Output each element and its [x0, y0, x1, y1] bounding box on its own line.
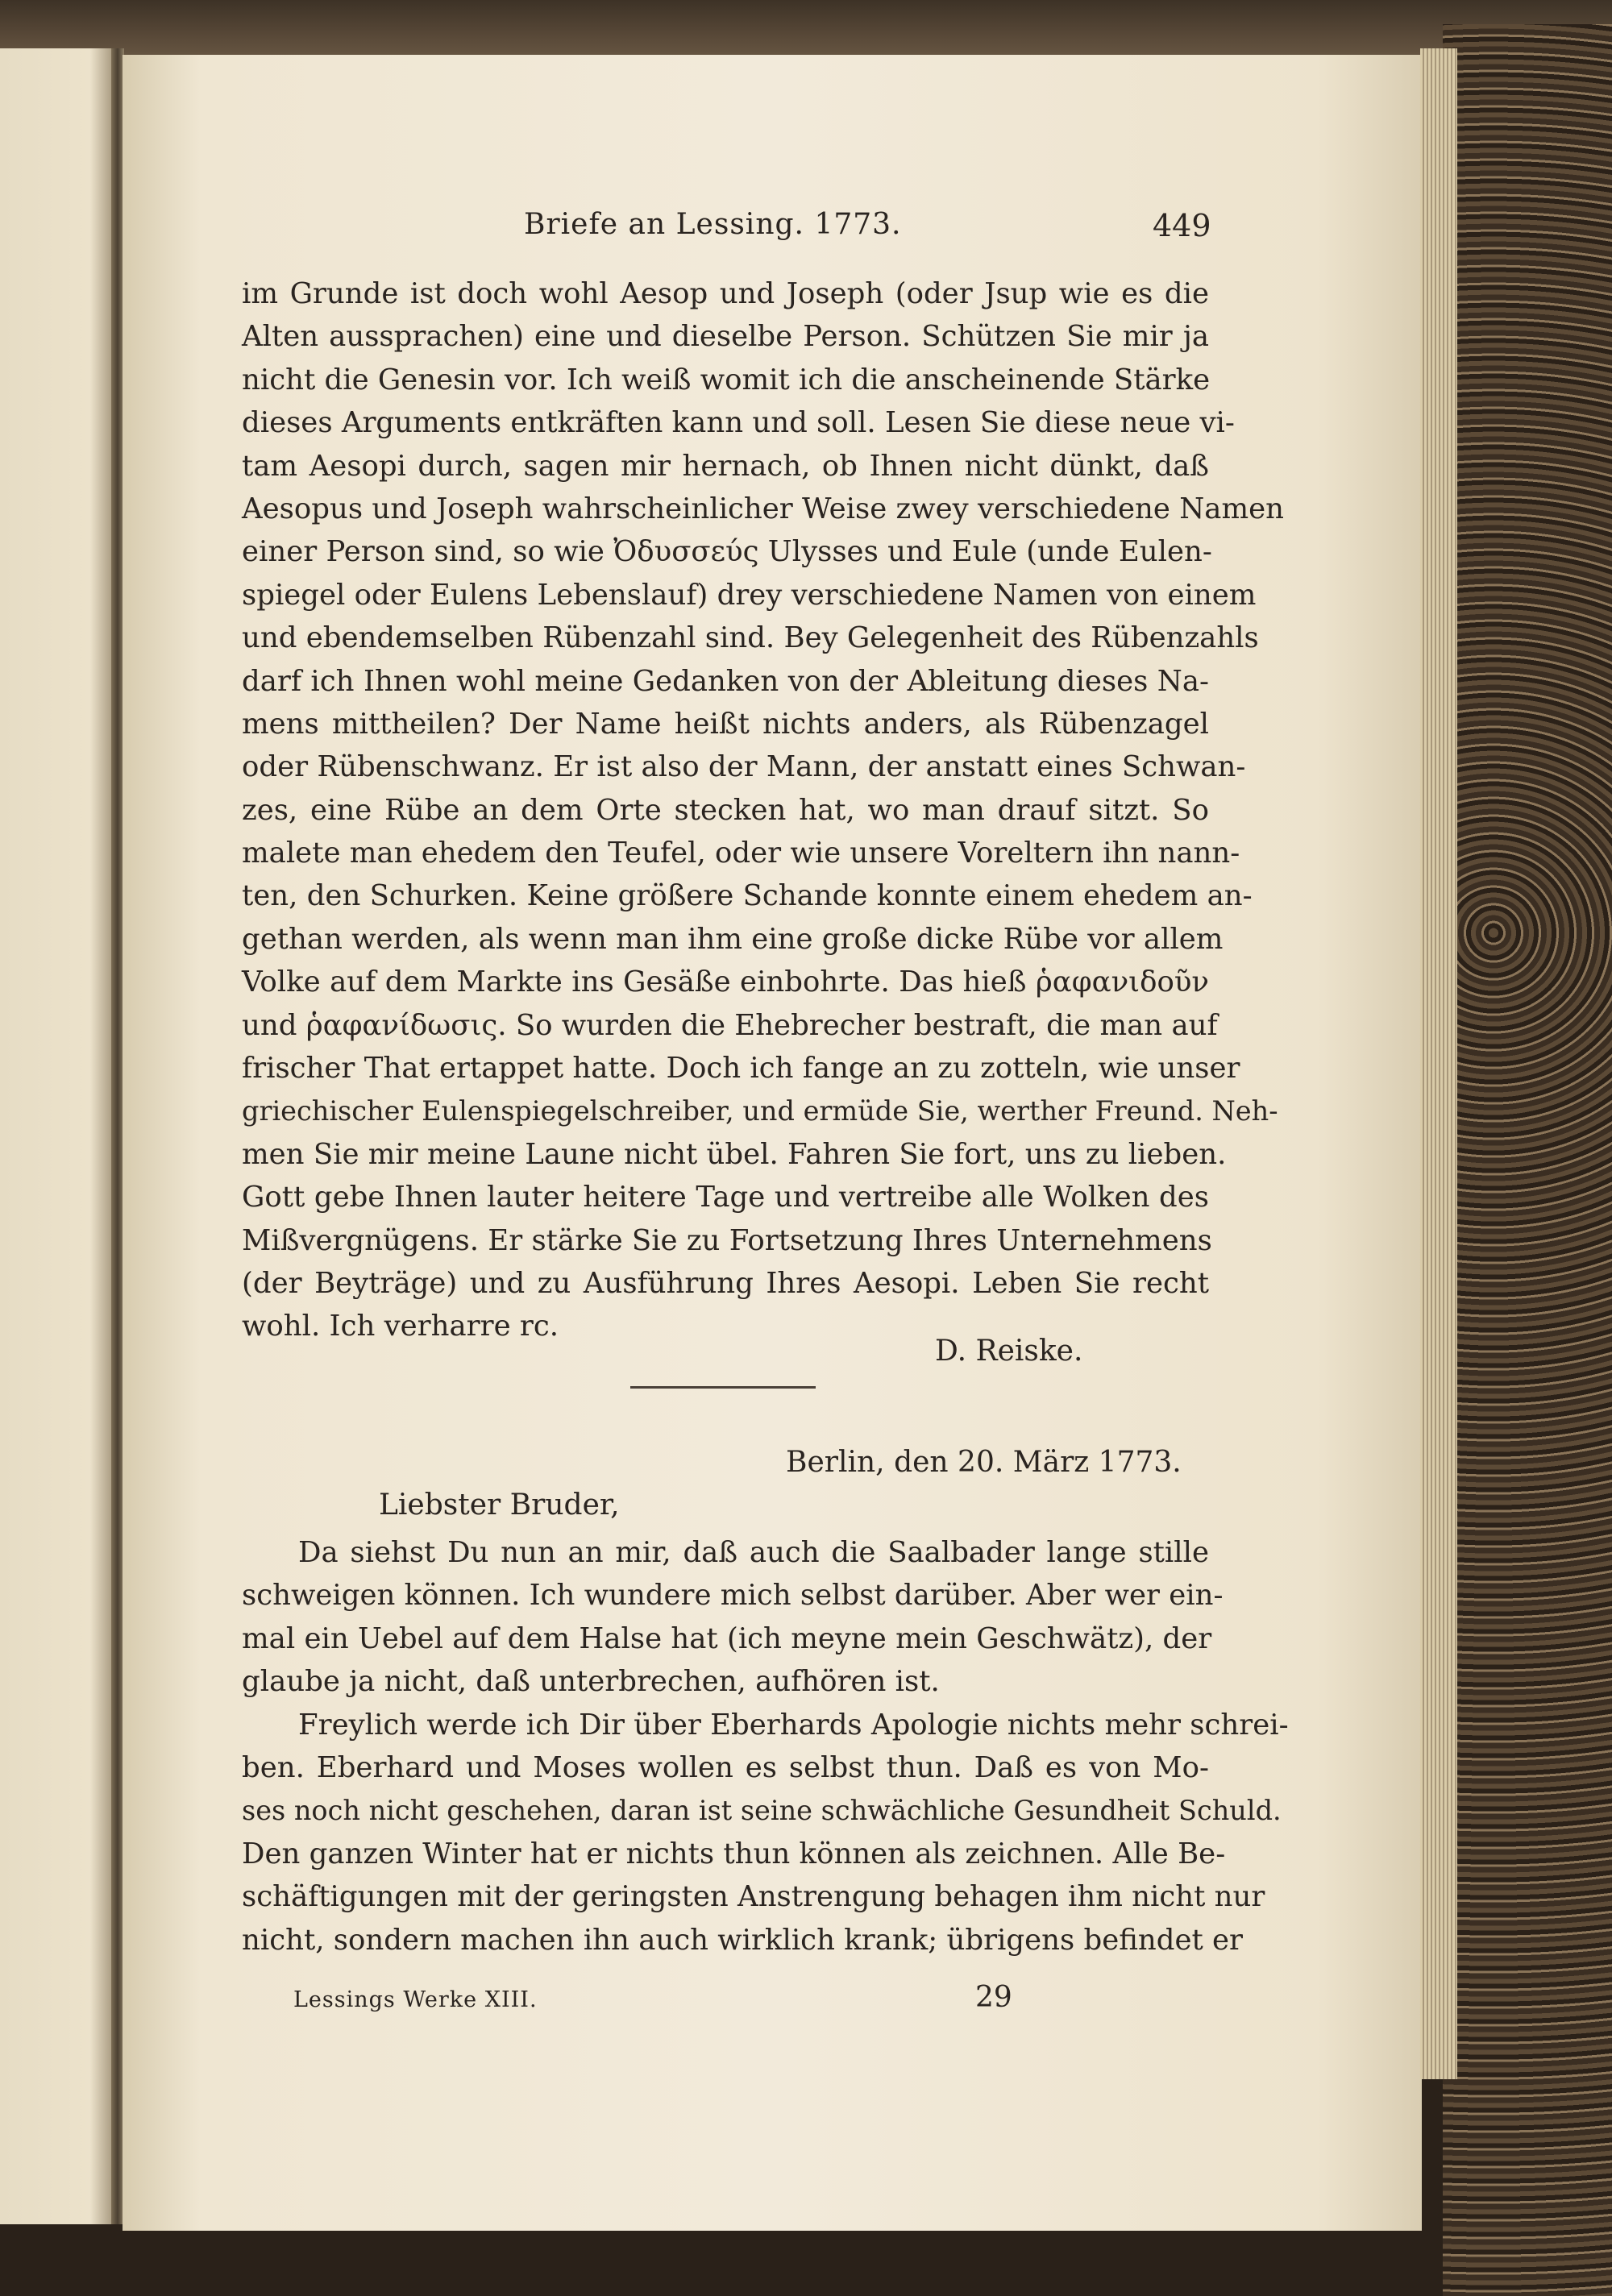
letter-body-lessing — [242, 1531, 1289, 1962]
page-stack-edge — [1420, 48, 1457, 2079]
page-number: 449 — [1153, 208, 1211, 243]
text-line: nicht, sondern machen ihn auch wirklich krank; übrigens befindet er — [242, 1923, 1244, 1957]
letter-body-reiske — [242, 272, 1284, 1348]
signature-reiske: D. Reiske. — [935, 1335, 1083, 1368]
text-line: im Grunde ist doch wohl Aesop und Joseph (oder Jsup wie es die — [242, 277, 1209, 310]
text-line: Freylich werde ich Dir über Eberhards Apologie nichts mehr schrei- — [298, 1708, 1289, 1742]
text-line: gethan werden, als wenn man ihm eine große dicke Rübe vor allem — [242, 922, 1224, 956]
text-line: malete man ehedem den Teufel, oder wie unsere Voreltern ihn nann- — [242, 837, 1240, 870]
left-page-edge — [0, 48, 113, 2224]
text-line: dieses Arguments entkräften kann und soll. Lesen Sie diese neue vi- — [242, 406, 1235, 440]
letter-salutation: Liebster Bruder, — [379, 1488, 620, 1522]
text-line: Den ganzen Winter hat er nichts thun können als zeichnen. Alle Be- — [242, 1837, 1226, 1870]
text-line: einer Person sind, so wie Ὀδυσσεύς Ulysses und Eule (unde Eulen- — [242, 535, 1212, 569]
text-line: spiegel oder Eulens Lebenslauf) drey verschiedene Namen von einem — [242, 578, 1257, 612]
text-line: Da siehst Du nun an mir, daß auch die Saalbader lange stille — [298, 1536, 1209, 1569]
text-line: tam Aesopi durch, sagen mir hernach, ob Ihnen nicht dünkt, daß — [242, 449, 1209, 483]
text-line: ten, den Schurken. Keine größere Schande konnte einem ehedem an- — [242, 879, 1253, 913]
text-line: men Sie mir meine Laune nicht übel. Fahren Sie fort, uns zu lieben. — [242, 1137, 1227, 1171]
text-line: und ῥαφανίδωσις. So wurden die Ehebrecher bestraft, die man auf — [242, 1008, 1218, 1042]
text-line: darf ich Ihnen wohl meine Gedanken von der Ableitung dieses Na- — [242, 664, 1209, 698]
text-line: Volke auf dem Markte ins Gesäße einbohrte. Das hieß ῥαφανιδοῦν — [242, 965, 1209, 999]
text-line: mal ein Uebel auf dem Halse hat (ich meyne mein Geschwätz), der — [242, 1621, 1212, 1655]
marbled-cover-edge — [1443, 24, 1612, 2296]
text-line: ben. Eberhard und Moses wollen es selbst thun. Daß es von Mo- — [242, 1750, 1209, 1784]
text-line: nicht die Genesin vor. Ich weiß womit ich die anscheinende Stärke — [242, 363, 1211, 397]
text-line: griechischer Eulenspiegelschreiber, und ermüde Sie, werther Freund. Neh- — [242, 1095, 1278, 1127]
text-line: und ebendemselben Rübenzahl sind. Bey Gelegenheit des Rübenzahls — [242, 621, 1259, 655]
text-line: (der Beyträge) und zu Ausführung Ihres Aesopi. Leben Sie recht — [242, 1266, 1209, 1300]
text-line: Alten aussprachen) eine und dieselbe Person. Schützen Sie mir ja — [242, 320, 1209, 354]
section-divider — [630, 1386, 816, 1389]
text-line: schäftigungen mit der geringsten Anstrengung behagen ihm nicht nur — [242, 1880, 1265, 1914]
letter-dateline: Berlin, den 20. März 1773. — [786, 1446, 1182, 1479]
text-line: oder Rübenschwanz. Er ist also der Mann, der anstatt eines Schwan- — [242, 750, 1246, 784]
signature-mark: 29 — [975, 1981, 1012, 2014]
text-line: schweigen können. Ich wundere mich selbst darüber. Aber wer ein- — [242, 1579, 1224, 1613]
text-line: wohl. Ich verharre rc. — [242, 1310, 559, 1343]
text-line: mens mittheilen? Der Name heißt nichts anders, als Rübenzagel — [242, 707, 1209, 741]
text-line: ses noch nicht geschehen, daran ist seine schwächliche Gesundheit Schuld. — [242, 1795, 1282, 1827]
text-line: Aesopus und Joseph wahrscheinlicher Weise zwey verschiedene Namen — [242, 492, 1284, 525]
text-line: zes, eine Rübe an dem Orte stecken hat, wo man drauf sitzt. So — [242, 793, 1209, 827]
text-line: frischer That ertappet hatte. Doch ich fange an zu zotteln, wie unser — [242, 1052, 1240, 1086]
text-line: Gott gebe Ihnen lauter heitere Tage und vertreibe alle Wolken des — [242, 1181, 1209, 1214]
text-line: glaube ja nicht, daß unterbrechen, aufhören ist. — [242, 1665, 940, 1699]
text-line: Mißvergnügens. Er stärke Sie zu Fortsetzung Ihres Unternehmens — [242, 1223, 1212, 1257]
running-head: Briefe an Lessing. 1773. — [524, 208, 902, 241]
footer-work-title: Lessings Werke XIII. — [293, 1987, 538, 2012]
